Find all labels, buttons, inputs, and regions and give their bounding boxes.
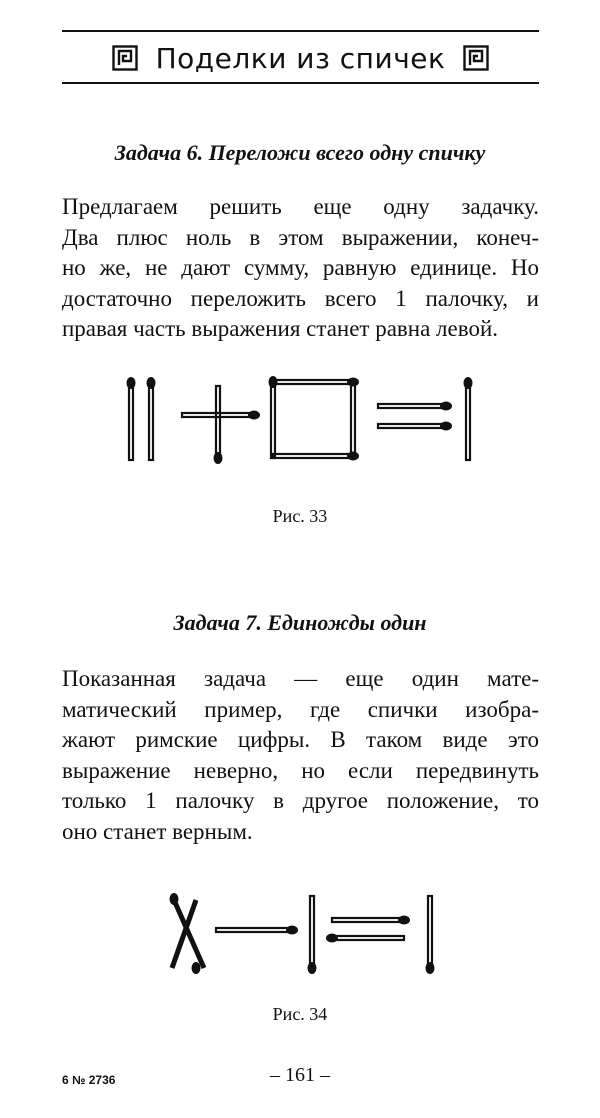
match-head (308, 962, 317, 974)
paragraph-line: выражение неверно, но если передвинуть (62, 757, 539, 783)
paragraph-line: только 1 палочку в другое положение, то (62, 788, 539, 813)
match-head (426, 962, 435, 974)
match-head (147, 377, 156, 389)
match-head (192, 962, 201, 974)
matchstick (174, 900, 204, 968)
match-head (347, 452, 359, 461)
matchstick (273, 454, 353, 458)
matchstick (182, 413, 254, 417)
matchstick (378, 424, 446, 428)
match-head (440, 402, 452, 411)
match-head (214, 452, 223, 464)
greek-key-meander-icon (463, 45, 489, 71)
paragraph-line: жают римские цифры. В таком виде это (62, 727, 539, 752)
match-head (440, 422, 452, 431)
matchstick (310, 896, 314, 966)
figure-34-caption: Рис. 34 (272, 1004, 328, 1024)
paragraph-line: оно станет верным. (62, 818, 253, 844)
match-head (464, 377, 473, 389)
match-head (127, 377, 136, 389)
matchstick (378, 404, 446, 408)
task6-paragraph (62, 192, 539, 345)
page-number: – 161 – (270, 1064, 330, 1086)
matchstick (428, 896, 432, 966)
header-title: Поделки из спичек (155, 41, 446, 75)
paragraph-line: достаточно переложить всего 1 палочку, и (62, 285, 539, 311)
figure-34-matchsticks (160, 888, 450, 978)
matchstick (172, 900, 196, 968)
matchstick (216, 386, 220, 458)
task7-paragraph (62, 664, 539, 847)
matchstick (466, 384, 470, 460)
paragraph-line: Два плюс ноль в этом выражении, конеч- (62, 224, 539, 250)
greek-key-meander-icon (112, 45, 138, 71)
matchstick (129, 384, 133, 460)
match-head (398, 916, 410, 925)
matchstick (216, 928, 290, 932)
task6-title: Задача 6. Переложи всего одну спичку (114, 140, 486, 165)
match-head (326, 934, 338, 943)
paragraph-line: Показанная задача — еще один мате- (62, 666, 539, 691)
match-head (248, 411, 260, 420)
matchstick (271, 382, 275, 458)
printer-signature: 6 № 2736 (62, 1073, 116, 1087)
matchstick (332, 936, 404, 940)
match-head (170, 893, 179, 905)
paragraph-line: но же, не дают сумму, равную единице. Но (62, 255, 539, 280)
matchstick (332, 918, 404, 922)
task7-title: Задача 7. Единожды один (173, 610, 427, 635)
figure-33-matchsticks (120, 370, 490, 470)
paragraph-line: Предлагаем решить еще одну задачку. (62, 194, 539, 219)
header-bottom-rule (62, 82, 539, 84)
paragraph-line: правая часть выражения станет равна левой. (62, 316, 499, 341)
match-head (286, 926, 298, 935)
matchstick (149, 384, 153, 460)
matchstick (351, 382, 355, 458)
running-header (62, 32, 539, 84)
match-head (347, 378, 359, 387)
paragraph-line: матический пример, где спички изобра- (62, 696, 539, 722)
match-head (269, 376, 278, 388)
matchstick (273, 380, 353, 384)
figure-33-caption: Рис. 33 (272, 506, 328, 526)
